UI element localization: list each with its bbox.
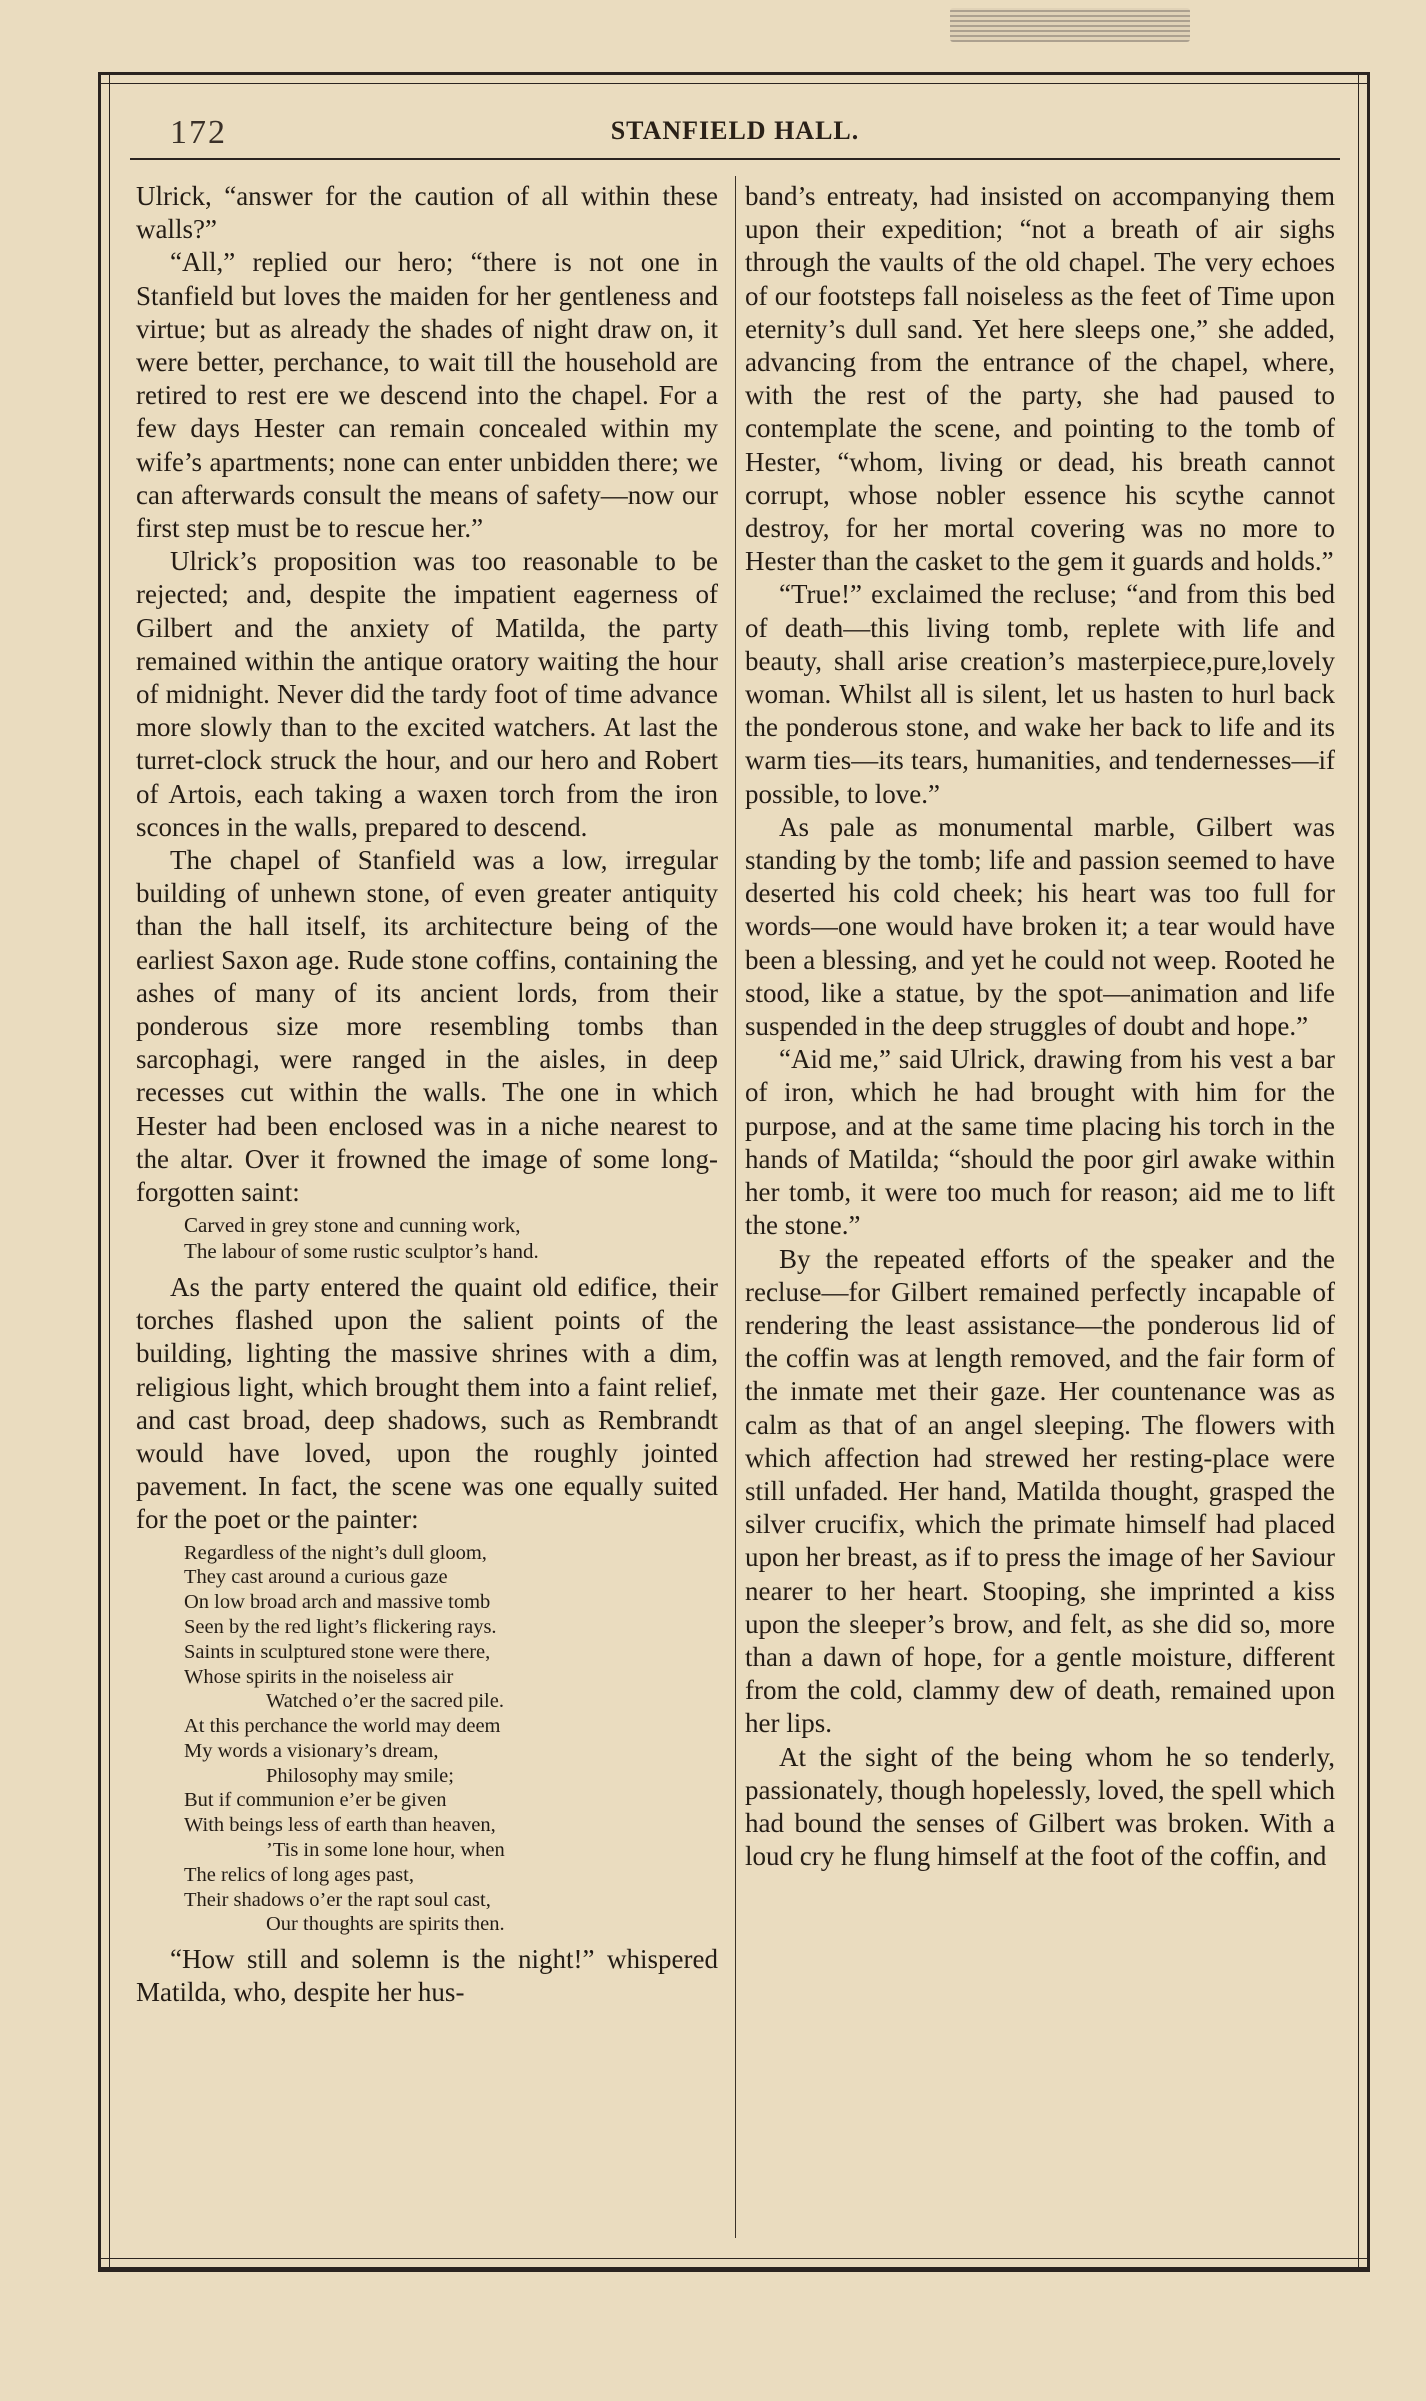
paragraph: Ulrick’s proposition was too reasonable to be rejected; and, despite the impatient eagerness of Gilbert and the anxiety of Matilda, the party remained within the antique oratory waiting the hour of midnight. Never did the tardy foot of time advance more slowly than to the excited watchers. At last the turret-clock struck the hour, and our hero and Robert of Artois, each taking a waxen torch from the iron sconces in the walls, prepared to descend.: [136, 546, 718, 842]
verse-line: With beings less of earth than heaven,: [184, 1814, 496, 1837]
verse-line: The relics of long ages past,: [184, 1863, 414, 1886]
verse-line: At this perchance the world may deem: [184, 1715, 501, 1738]
verse-line: The labour of some rustic sculptor’s hand.: [184, 1239, 539, 1264]
paragraph: “How still and solemn is the night!” whispered Matilda, who, despite her hus-: [136, 1944, 718, 2008]
verse-line: On low broad arch and massive tomb: [184, 1591, 491, 1614]
running-title: STANFIELD HALL.: [610, 116, 860, 145]
paragraph: As the party entered the quaint old edifice, their torches flashed upon the salient points of the building, lighting the massive shrines with a dim, religious light, which brought them into a faint relief, and cast broad, deep shadows, such as Rembrandt would have loved, upon the roughly jointed pavement. In fact, the scene was one equally suited for the poet or the painter:: [136, 1271, 718, 1535]
verse-line: Regardless of the night’s dull gloom,: [184, 1541, 487, 1564]
paragraph: “Aid me,” said Ulrick, drawing from his vest a bar of iron, which he had brought with him for the purpose, and at the same time placing his torch in the hands of Matilda; “should the poor girl awake within her tomb, it were too much for reason; aid me to lift the stone.”: [745, 1044, 1335, 1241]
page-border-right: [1358, 72, 1370, 2268]
paragraph: The chapel of Stanfield was a low, irregular building of unhewn stone, of even greater antiquity than the hall itself, its architecture being of the earliest Saxon age. Rude stone coffins, containing the ashes of many of its ancient lords, from their ponderous size more resembling tombs than sarcophagi, were ranged in the aisles, in deep recesses cut within the walls. The one in which Hester had been enclosed was in a niche nearest to the altar. Over it frowned the image of some long-forgotten saint:: [136, 845, 718, 1208]
verse-line: Whose spirits in the noiseless air: [184, 1665, 454, 1688]
left-column: [136, 180, 718, 2010]
verse-line: Carved in grey stone and cunning work,: [184, 1213, 521, 1238]
paragraph: As pale as monumental marble, Gilbert was standing by the tomb; life and passion seemed to have deserted his cold cheek; his heart was too full for words—one would have broken it; a tear would have been a blessing, and yet he could not weep. Rooted he stood, like a statue, by the spot—animation and life suspended in the deep struggles of doubt and hope.”: [745, 811, 1335, 1042]
page-header: [130, 108, 1340, 160]
paragraph: “All,” replied our hero; “there is not one in Stanfield but loves the maiden for her gentleness and virtue; but as already the shades of night draw on, it were better, perchance, to wait till the household are retired to rest ere we descend into the chapel. For a few days Hester can remain concealed within my wife’s apartments; none can enter unbidden there; we can afterwards consult the means of safety—now our first step must be to rescue her.”: [136, 247, 718, 544]
page-border-top: [98, 72, 1370, 84]
verse-line: My words a visionary’s dream,: [184, 1739, 439, 1762]
page-border-bottom: [98, 2258, 1370, 2272]
column-divider: [735, 176, 736, 2238]
verse-line: Their shadows o’er the rapt soul cast,: [184, 1888, 491, 1911]
verse-line: ’Tis in some lone hour, when: [266, 1839, 505, 1862]
verse-line: But if communion e’er be given: [184, 1789, 447, 1812]
verse-quote: [184, 1213, 718, 1265]
right-column: [745, 180, 1335, 1873]
page-number: 172: [170, 114, 227, 151]
paragraph: “True!” exclaimed the recluse; “and from this bed of death—this living tomb, replete with life and beauty, shall arise creation’s masterpiece,pure,lovely woman. Whilst all is silent, let us hasten to hurl back the ponderous stone, and wake her back to life and its warm ties—its tears, humanities, and tendernesses—if possible, to love.”: [745, 579, 1335, 809]
paragraph: By the repeated efforts of the speaker and the recluse—for Gilbert remained perfectly incapable of rendering the least assistance—the ponderous lid of the coffin was at length removed, and the fair form of the inmate met their gaze. Her countenance was as calm as that of an angel sleeping. The flowers with which affection had strewed her resting-place were still unfaded. Her hand, Matilda thought, grasped the silver crucifix, which the primate himself had placed upon her breast, as if to press the image of her Saviour nearer to her heart. Stooping, she imprinted a kiss upon the sleeper’s brow, and felt, as she did so, more than a dawn of hope, for a gentle moisture, different from the cold, clammy dew of death, remained upon her lips.: [745, 1243, 1335, 1739]
page-border-left: [98, 72, 110, 2268]
paragraph: band’s entreaty, had insisted on accompanying them upon their expedition; “not a breath of air sighs through the vaults of the old chapel. The very echoes of our footsteps fall noiseless as the feet of Time upon eternity’s dull sand. Yet here sleeps one,” she added, advancing from the entrance of the chapel, where, with the rest of the party, she had paused to contemplate the scene, and pointing to the tomb of Hester, “whom, living or dead, his breath cannot corrupt, whose nobler essence his scythe cannot destroy, for her mortal covering was no more to Hester than the casket to the gem it guards and holds.”: [745, 181, 1335, 577]
verse-line: Saints in sculptured stone were there,: [184, 1640, 491, 1663]
library-stamp: [950, 8, 1190, 42]
poem: [184, 1541, 718, 1938]
verse-line: Philosophy may smile;: [266, 1764, 454, 1787]
paragraph: At the sight of the being whom he so tenderly, passionately, though hopelessly, loved, the spell which had bound the senses of Gilbert was broken. With a loud cry he flung himself at the foot of the coffin, and: [745, 1741, 1335, 1872]
verse-line: Our thoughts are spirits then.: [266, 1913, 505, 1936]
verse-line: Seen by the red light’s flickering rays.: [184, 1615, 497, 1638]
verse-line: They cast around a curious gaze: [184, 1566, 448, 1589]
verse-line: Watched o’er the sacred pile.: [266, 1690, 504, 1713]
paragraph: Ulrick, “answer for the caution of all within these walls?”: [136, 181, 718, 245]
